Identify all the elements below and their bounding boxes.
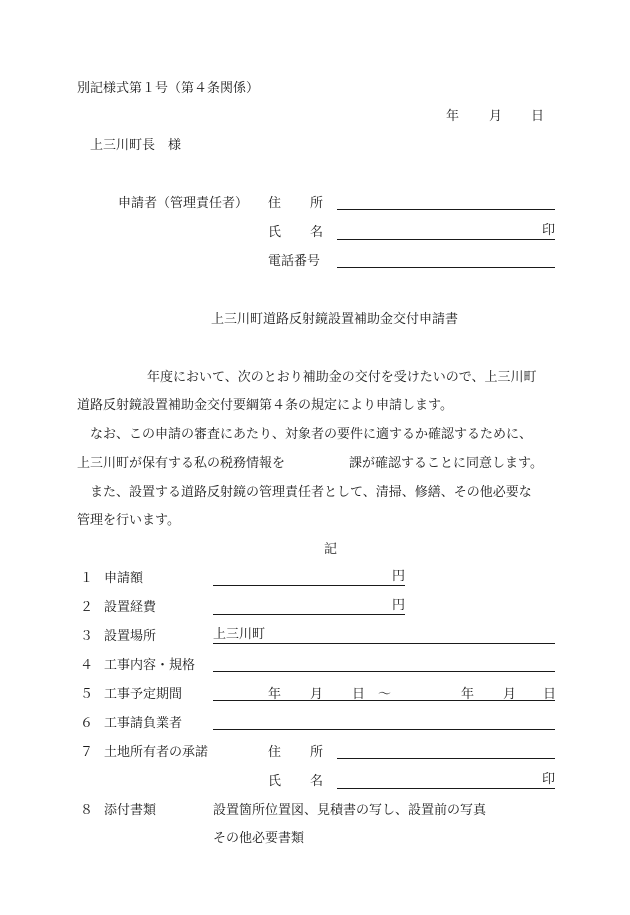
ki-heading: 記 (324, 542, 338, 557)
landowner-seal: 印 (541, 772, 555, 787)
landowner-name-label-1: 氏 (268, 774, 282, 789)
request-amount-field[interactable] (213, 570, 405, 586)
item-label-landowner-consent: 土地所有者の承諾 (104, 745, 209, 760)
applicant-name-label-2: 名 (310, 225, 324, 240)
item-number: ８ (80, 803, 94, 818)
period-start-day: 日 (352, 687, 366, 702)
period-tilde: ～ (378, 687, 392, 702)
period-end-day: 日 (543, 687, 557, 702)
item-number: ５ (80, 687, 94, 702)
item-number: ２ (80, 600, 94, 615)
item-label-work-period: 工事予定期間 (104, 687, 183, 702)
addressee: 上三川町長 様 (90, 138, 182, 153)
contractor-field[interactable] (213, 729, 555, 730)
item-label-installation-cost: 設置経費 (104, 600, 157, 615)
item-label-request-amount: 申請額 (104, 571, 144, 586)
request-amount-unit: 円 (391, 569, 405, 584)
body-p2-line2a: 上三川町が保有する私の税務情報を (77, 456, 286, 471)
date-day: 日 (531, 109, 545, 124)
period-end-year: 年 (461, 687, 475, 702)
landowner-name-field[interactable] (337, 773, 555, 789)
body-p3-line1: また、設置する道路反射鏡の管理責任者として、清掃、修繕、その他必要な (90, 485, 532, 500)
item-number: ３ (80, 629, 94, 644)
installation-place-value: 上三川町 (213, 627, 266, 642)
period-end-month: 月 (503, 687, 517, 702)
applicant-name-label-1: 氏 (268, 225, 282, 240)
installation-cost-unit: 円 (391, 598, 405, 613)
date-year: 年 (446, 109, 460, 124)
body-p1-line2: 道路反射鏡設置補助金交付要綱第４条の規定により申請します。 (77, 398, 453, 413)
period-start-year: 年 (268, 687, 282, 702)
applicant-phone-field[interactable] (337, 267, 555, 268)
item-label-attachments: 添付書類 (104, 803, 157, 818)
applicant-seal: 印 (541, 223, 555, 238)
body-p1-line1: 年度において、次のとおり補助金の交付を受けたいので、上三川町 (147, 370, 537, 385)
attachments-line2: その他必要書類 (213, 831, 305, 846)
period-start-month: 月 (310, 687, 324, 702)
attachments-line1: 設置箇所位置図、見積書の写し、設置前の写真 (213, 803, 487, 818)
item-number: １ (80, 571, 94, 586)
installation-place-field[interactable] (213, 628, 555, 644)
body-p2-line1: なお、この申請の審査にあたり、対象者の要件に適するか確認するために、 (90, 427, 533, 442)
item-number: ７ (80, 745, 94, 760)
applicant-address-field[interactable] (337, 209, 555, 210)
applicant-address-label-2: 所 (310, 196, 324, 211)
installation-cost-field[interactable] (213, 599, 405, 615)
applicant-name-field[interactable] (337, 224, 555, 240)
applicant-address-label-1: 住 (268, 196, 282, 211)
item-number: ４ (80, 658, 94, 673)
applicant-phone-label: 電話番号 (268, 254, 321, 269)
landowner-address-field[interactable] (337, 758, 555, 759)
form-number: 別記様式第１号（第４条関係） (77, 81, 260, 96)
work-content-field[interactable] (213, 671, 555, 672)
item-label-work-content: 工事内容・規格 (104, 658, 196, 673)
item-label-contractor: 工事請負業者 (104, 716, 183, 731)
landowner-name-label-2: 名 (310, 774, 324, 789)
document-title: 上三川町道路反射鏡設置補助金交付申請書 (211, 312, 459, 327)
applicant-label: 申請者（管理責任者） (118, 196, 249, 211)
body-p3-line2: 管理を行います。 (77, 513, 180, 528)
date-month: 月 (489, 109, 503, 124)
item-number: ６ (80, 716, 94, 731)
landowner-address-label-1: 住 (268, 745, 282, 760)
item-label-installation-place: 設置場所 (104, 629, 157, 644)
body-p2-line2b: 課が確認することに同意します。 (349, 456, 543, 471)
landowner-address-label-2: 所 (310, 745, 324, 760)
